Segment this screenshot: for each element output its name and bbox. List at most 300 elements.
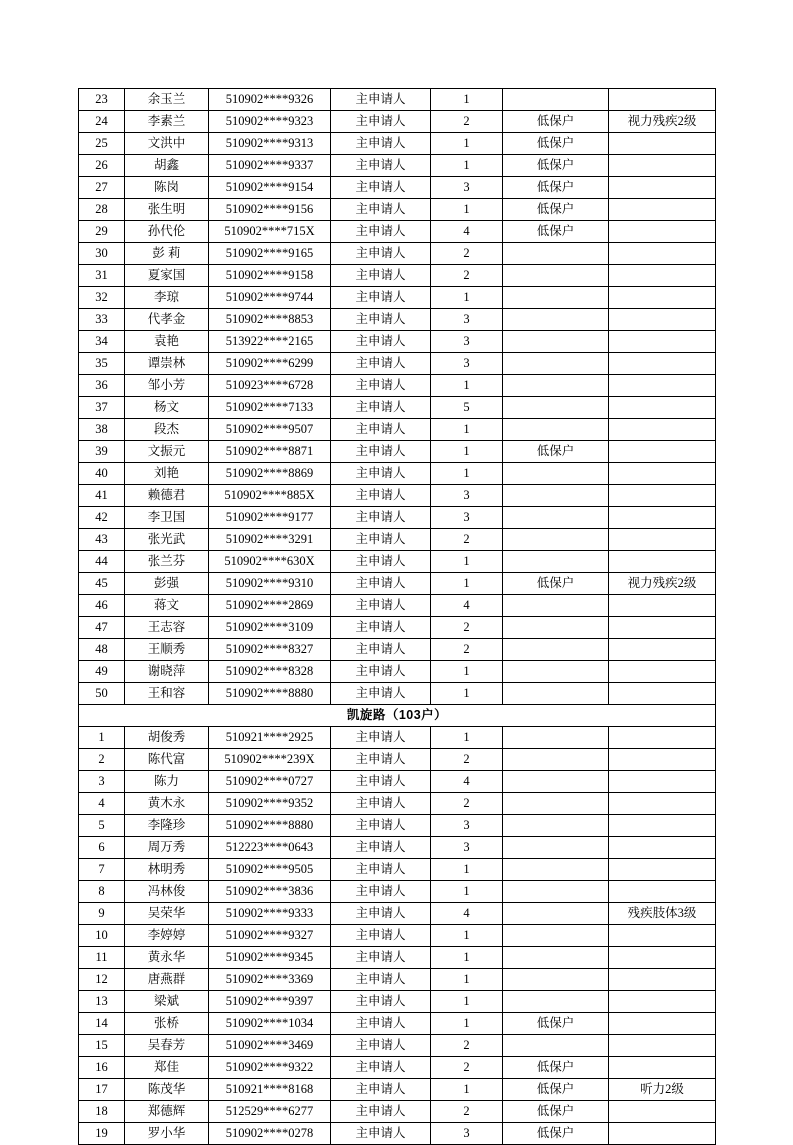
cell-note bbox=[609, 749, 716, 771]
cell-note bbox=[609, 199, 716, 221]
cell-note bbox=[609, 661, 716, 683]
cell-name: 张光武 bbox=[125, 529, 209, 551]
cell-name: 文振元 bbox=[125, 441, 209, 463]
cell-name: 文洪中 bbox=[125, 133, 209, 155]
table-row bbox=[79, 507, 716, 529]
cell-index: 32 bbox=[79, 287, 125, 309]
cell-family-count: 1 bbox=[431, 441, 503, 463]
cell-index: 42 bbox=[79, 507, 125, 529]
cell-name: 余玉兰 bbox=[125, 89, 209, 111]
cell-family-count: 4 bbox=[431, 595, 503, 617]
cell-index: 35 bbox=[79, 353, 125, 375]
cell-name: 代孝金 bbox=[125, 309, 209, 331]
cell-id-number: 510902****9313 bbox=[209, 133, 331, 155]
cell-id-number: 510902****9505 bbox=[209, 859, 331, 881]
cell-id-number: 510902****9154 bbox=[209, 177, 331, 199]
cell-family-status: 低保户 bbox=[503, 111, 609, 133]
cell-note: 残疾肢体3级 bbox=[609, 903, 716, 925]
table-row bbox=[79, 463, 716, 485]
cell-index: 44 bbox=[79, 551, 125, 573]
cell-id-number: 510902****9156 bbox=[209, 199, 331, 221]
cell-note bbox=[609, 1101, 716, 1123]
cell-index: 48 bbox=[79, 639, 125, 661]
cell-id-number: 510921****8168 bbox=[209, 1079, 331, 1101]
cell-index: 29 bbox=[79, 221, 125, 243]
cell-note bbox=[609, 925, 716, 947]
cell-index: 11 bbox=[79, 947, 125, 969]
cell-note bbox=[609, 551, 716, 573]
cell-index: 28 bbox=[79, 199, 125, 221]
cell-id-number: 510902****9322 bbox=[209, 1057, 331, 1079]
cell-name: 王志容 bbox=[125, 617, 209, 639]
cell-index: 12 bbox=[79, 969, 125, 991]
cell-family-status bbox=[503, 639, 609, 661]
cell-family-status bbox=[503, 309, 609, 331]
cell-note bbox=[609, 265, 716, 287]
cell-index: 17 bbox=[79, 1079, 125, 1101]
cell-relation: 主申请人 bbox=[331, 551, 431, 573]
cell-index: 5 bbox=[79, 815, 125, 837]
table-row bbox=[79, 265, 716, 287]
cell-relation: 主申请人 bbox=[331, 485, 431, 507]
table-row bbox=[79, 397, 716, 419]
cell-relation: 主申请人 bbox=[331, 1057, 431, 1079]
cell-index: 37 bbox=[79, 397, 125, 419]
table-row bbox=[79, 1079, 716, 1101]
table-row bbox=[79, 111, 716, 133]
cell-relation: 主申请人 bbox=[331, 199, 431, 221]
cell-family-count: 2 bbox=[431, 749, 503, 771]
cell-index: 36 bbox=[79, 375, 125, 397]
cell-relation: 主申请人 bbox=[331, 1123, 431, 1145]
cell-note: 视力残疾2级 bbox=[609, 111, 716, 133]
cell-index: 26 bbox=[79, 155, 125, 177]
table-row bbox=[79, 595, 716, 617]
cell-family-count: 3 bbox=[431, 815, 503, 837]
cell-relation: 主申请人 bbox=[331, 793, 431, 815]
cell-id-number: 510902****8328 bbox=[209, 661, 331, 683]
cell-relation: 主申请人 bbox=[331, 221, 431, 243]
cell-name: 李婷婷 bbox=[125, 925, 209, 947]
cell-note bbox=[609, 595, 716, 617]
cell-relation: 主申请人 bbox=[331, 287, 431, 309]
table-row bbox=[79, 89, 716, 111]
cell-index: 2 bbox=[79, 749, 125, 771]
cell-note: 听力2级 bbox=[609, 1079, 716, 1101]
table-row bbox=[79, 925, 716, 947]
cell-note bbox=[609, 485, 716, 507]
cell-family-status: 低保户 bbox=[503, 221, 609, 243]
cell-index: 9 bbox=[79, 903, 125, 925]
cell-relation: 主申请人 bbox=[331, 507, 431, 529]
cell-id-number: 510902****9352 bbox=[209, 793, 331, 815]
cell-id-number: 510902****9744 bbox=[209, 287, 331, 309]
cell-name: 罗小华 bbox=[125, 1123, 209, 1145]
cell-family-status bbox=[503, 859, 609, 881]
cell-family-count: 1 bbox=[431, 859, 503, 881]
cell-name: 袁艳 bbox=[125, 331, 209, 353]
table-row bbox=[79, 771, 716, 793]
cell-note bbox=[609, 441, 716, 463]
table-row bbox=[79, 485, 716, 507]
cell-index: 1 bbox=[79, 727, 125, 749]
cell-note: 视力残疾2级 bbox=[609, 573, 716, 595]
cell-index: 14 bbox=[79, 1013, 125, 1035]
cell-family-status bbox=[503, 419, 609, 441]
table-row bbox=[79, 727, 716, 749]
cell-family-count: 1 bbox=[431, 881, 503, 903]
cell-index: 31 bbox=[79, 265, 125, 287]
cell-family-count: 2 bbox=[431, 265, 503, 287]
table-row bbox=[79, 199, 716, 221]
cell-relation: 主申请人 bbox=[331, 595, 431, 617]
table-row bbox=[79, 331, 716, 353]
cell-family-status bbox=[503, 331, 609, 353]
cell-family-status: 低保户 bbox=[503, 1013, 609, 1035]
cell-index: 47 bbox=[79, 617, 125, 639]
cell-name: 陈代富 bbox=[125, 749, 209, 771]
cell-note bbox=[609, 727, 716, 749]
cell-family-count: 2 bbox=[431, 1035, 503, 1057]
cell-name: 谭崇林 bbox=[125, 353, 209, 375]
cell-index: 8 bbox=[79, 881, 125, 903]
cell-family-count: 4 bbox=[431, 221, 503, 243]
cell-family-status bbox=[503, 815, 609, 837]
cell-id-number: 513922****2165 bbox=[209, 331, 331, 353]
cell-relation: 主申请人 bbox=[331, 419, 431, 441]
table-row bbox=[79, 441, 716, 463]
table-row bbox=[79, 683, 716, 705]
cell-note bbox=[609, 397, 716, 419]
cell-index: 25 bbox=[79, 133, 125, 155]
cell-note bbox=[609, 1013, 716, 1035]
cell-relation: 主申请人 bbox=[331, 1079, 431, 1101]
cell-family-status: 低保户 bbox=[503, 1079, 609, 1101]
cell-relation: 主申请人 bbox=[331, 397, 431, 419]
cell-relation: 主申请人 bbox=[331, 155, 431, 177]
cell-note bbox=[609, 639, 716, 661]
cell-id-number: 510902****9310 bbox=[209, 573, 331, 595]
cell-index: 16 bbox=[79, 1057, 125, 1079]
cell-family-count: 4 bbox=[431, 771, 503, 793]
cell-family-status bbox=[503, 727, 609, 749]
cell-family-count: 3 bbox=[431, 837, 503, 859]
cell-id-number: 512529****6277 bbox=[209, 1101, 331, 1123]
cell-index: 23 bbox=[79, 89, 125, 111]
cell-note bbox=[609, 1035, 716, 1057]
cell-family-status: 低保户 bbox=[503, 177, 609, 199]
cell-index: 43 bbox=[79, 529, 125, 551]
cell-name: 张兰芬 bbox=[125, 551, 209, 573]
cell-family-count: 1 bbox=[431, 551, 503, 573]
cell-name: 李素兰 bbox=[125, 111, 209, 133]
cell-family-status bbox=[503, 353, 609, 375]
cell-id-number: 510902****3291 bbox=[209, 529, 331, 551]
cell-index: 4 bbox=[79, 793, 125, 815]
cell-name: 胡鑫 bbox=[125, 155, 209, 177]
cell-id-number: 510902****8880 bbox=[209, 683, 331, 705]
cell-name: 王和容 bbox=[125, 683, 209, 705]
cell-index: 45 bbox=[79, 573, 125, 595]
cell-relation: 主申请人 bbox=[331, 89, 431, 111]
cell-note bbox=[609, 771, 716, 793]
cell-family-status bbox=[503, 485, 609, 507]
cell-index: 6 bbox=[79, 837, 125, 859]
cell-family-status bbox=[503, 375, 609, 397]
cell-note bbox=[609, 463, 716, 485]
cell-id-number: 510902****9326 bbox=[209, 89, 331, 111]
cell-family-count: 3 bbox=[431, 353, 503, 375]
cell-id-number: 510902****8880 bbox=[209, 815, 331, 837]
table-row bbox=[79, 573, 716, 595]
cell-note bbox=[609, 529, 716, 551]
cell-name: 赖德君 bbox=[125, 485, 209, 507]
cell-note bbox=[609, 353, 716, 375]
cell-family-count: 1 bbox=[431, 1079, 503, 1101]
cell-index: 18 bbox=[79, 1101, 125, 1123]
cell-relation: 主申请人 bbox=[331, 617, 431, 639]
table-row bbox=[79, 991, 716, 1013]
cell-family-status bbox=[503, 991, 609, 1013]
table-body bbox=[79, 89, 716, 1145]
cell-id-number: 510902****7133 bbox=[209, 397, 331, 419]
cell-name: 周万秀 bbox=[125, 837, 209, 859]
cell-family-count: 1 bbox=[431, 287, 503, 309]
cell-name: 陈力 bbox=[125, 771, 209, 793]
table-row bbox=[79, 243, 716, 265]
table-row bbox=[79, 1013, 716, 1035]
cell-note bbox=[609, 331, 716, 353]
cell-family-count: 3 bbox=[431, 331, 503, 353]
cell-name: 郑佳 bbox=[125, 1057, 209, 1079]
cell-relation: 主申请人 bbox=[331, 331, 431, 353]
cell-relation: 主申请人 bbox=[331, 925, 431, 947]
cell-relation: 主申请人 bbox=[331, 837, 431, 859]
cell-relation: 主申请人 bbox=[331, 375, 431, 397]
cell-index: 3 bbox=[79, 771, 125, 793]
cell-family-count: 1 bbox=[431, 947, 503, 969]
cell-relation: 主申请人 bbox=[331, 903, 431, 925]
cell-family-status: 低保户 bbox=[503, 1057, 609, 1079]
cell-index: 19 bbox=[79, 1123, 125, 1145]
cell-name: 彭 莉 bbox=[125, 243, 209, 265]
cell-family-count: 1 bbox=[431, 375, 503, 397]
cell-name: 谢晓萍 bbox=[125, 661, 209, 683]
cell-relation: 主申请人 bbox=[331, 639, 431, 661]
cell-note bbox=[609, 89, 716, 111]
cell-family-status bbox=[503, 397, 609, 419]
table-row bbox=[79, 859, 716, 881]
cell-family-status bbox=[503, 683, 609, 705]
cell-id-number: 510902****8327 bbox=[209, 639, 331, 661]
cell-id-number: 512223****0643 bbox=[209, 837, 331, 859]
cell-family-status bbox=[503, 595, 609, 617]
cell-note bbox=[609, 243, 716, 265]
cell-index: 27 bbox=[79, 177, 125, 199]
cell-relation: 主申请人 bbox=[331, 991, 431, 1013]
applicant-table bbox=[78, 88, 716, 1145]
cell-family-count: 2 bbox=[431, 793, 503, 815]
cell-id-number: 510902****9327 bbox=[209, 925, 331, 947]
cell-family-count: 1 bbox=[431, 89, 503, 111]
cell-note bbox=[609, 947, 716, 969]
cell-id-number: 510902****8853 bbox=[209, 309, 331, 331]
table-row bbox=[79, 815, 716, 837]
cell-family-status bbox=[503, 287, 609, 309]
cell-relation: 主申请人 bbox=[331, 661, 431, 683]
cell-id-number: 510902****8871 bbox=[209, 441, 331, 463]
cell-name: 段杰 bbox=[125, 419, 209, 441]
cell-name: 胡俊秀 bbox=[125, 727, 209, 749]
cell-id-number: 510902****239X bbox=[209, 749, 331, 771]
cell-id-number: 510902****630X bbox=[209, 551, 331, 573]
cell-family-count: 3 bbox=[431, 507, 503, 529]
cell-note bbox=[609, 617, 716, 639]
cell-name: 蒋文 bbox=[125, 595, 209, 617]
cell-id-number: 510921****2925 bbox=[209, 727, 331, 749]
cell-family-count: 1 bbox=[431, 683, 503, 705]
cell-name: 李卫国 bbox=[125, 507, 209, 529]
cell-name: 王顺秀 bbox=[125, 639, 209, 661]
cell-family-count: 1 bbox=[431, 1013, 503, 1035]
cell-relation: 主申请人 bbox=[331, 881, 431, 903]
cell-index: 13 bbox=[79, 991, 125, 1013]
cell-family-status bbox=[503, 529, 609, 551]
cell-family-count: 2 bbox=[431, 529, 503, 551]
table-row bbox=[79, 529, 716, 551]
cell-index: 40 bbox=[79, 463, 125, 485]
cell-family-status bbox=[503, 265, 609, 287]
cell-name: 刘艳 bbox=[125, 463, 209, 485]
cell-relation: 主申请人 bbox=[331, 529, 431, 551]
cell-name: 陈茂华 bbox=[125, 1079, 209, 1101]
cell-relation: 主申请人 bbox=[331, 1035, 431, 1057]
cell-note bbox=[609, 881, 716, 903]
cell-index: 7 bbox=[79, 859, 125, 881]
cell-family-status: 低保户 bbox=[503, 573, 609, 595]
table-row bbox=[79, 177, 716, 199]
section-title-row bbox=[79, 705, 716, 727]
cell-note bbox=[609, 155, 716, 177]
cell-relation: 主申请人 bbox=[331, 309, 431, 331]
cell-family-count: 5 bbox=[431, 397, 503, 419]
cell-id-number: 510902****3369 bbox=[209, 969, 331, 991]
cell-note bbox=[609, 683, 716, 705]
cell-name: 吴春芳 bbox=[125, 1035, 209, 1057]
cell-relation: 主申请人 bbox=[331, 771, 431, 793]
table-row bbox=[79, 419, 716, 441]
cell-note bbox=[609, 837, 716, 859]
cell-name: 李琼 bbox=[125, 287, 209, 309]
cell-family-status: 低保户 bbox=[503, 441, 609, 463]
cell-name: 李隆珍 bbox=[125, 815, 209, 837]
cell-relation: 主申请人 bbox=[331, 573, 431, 595]
cell-family-status bbox=[503, 771, 609, 793]
cell-relation: 主申请人 bbox=[331, 947, 431, 969]
cell-name: 林明秀 bbox=[125, 859, 209, 881]
cell-note bbox=[609, 375, 716, 397]
cell-relation: 主申请人 bbox=[331, 243, 431, 265]
cell-family-status bbox=[503, 749, 609, 771]
cell-relation: 主申请人 bbox=[331, 749, 431, 771]
cell-family-status: 低保户 bbox=[503, 133, 609, 155]
cell-family-count: 3 bbox=[431, 309, 503, 331]
cell-id-number: 510902****9507 bbox=[209, 419, 331, 441]
cell-name: 夏家国 bbox=[125, 265, 209, 287]
cell-family-status bbox=[503, 969, 609, 991]
table-row bbox=[79, 749, 716, 771]
cell-family-count: 1 bbox=[431, 573, 503, 595]
cell-name: 张生明 bbox=[125, 199, 209, 221]
table-row bbox=[79, 1057, 716, 1079]
cell-index: 41 bbox=[79, 485, 125, 507]
cell-id-number: 510902****9397 bbox=[209, 991, 331, 1013]
cell-family-count: 1 bbox=[431, 661, 503, 683]
cell-relation: 主申请人 bbox=[331, 1013, 431, 1035]
cell-note bbox=[609, 1057, 716, 1079]
cell-relation: 主申请人 bbox=[331, 815, 431, 837]
cell-index: 49 bbox=[79, 661, 125, 683]
cell-name: 吴荣华 bbox=[125, 903, 209, 925]
table-row bbox=[79, 155, 716, 177]
cell-note bbox=[609, 309, 716, 331]
cell-name: 彭强 bbox=[125, 573, 209, 595]
cell-family-status: 低保户 bbox=[503, 1101, 609, 1123]
cell-id-number: 510902****9345 bbox=[209, 947, 331, 969]
cell-note bbox=[609, 969, 716, 991]
cell-relation: 主申请人 bbox=[331, 441, 431, 463]
cell-id-number: 510902****9323 bbox=[209, 111, 331, 133]
cell-family-count: 2 bbox=[431, 243, 503, 265]
cell-index: 38 bbox=[79, 419, 125, 441]
table-row bbox=[79, 1035, 716, 1057]
cell-family-count: 3 bbox=[431, 177, 503, 199]
table-row bbox=[79, 639, 716, 661]
cell-name: 陈岗 bbox=[125, 177, 209, 199]
cell-relation: 主申请人 bbox=[331, 683, 431, 705]
cell-family-status bbox=[503, 903, 609, 925]
cell-family-count: 4 bbox=[431, 903, 503, 925]
cell-id-number: 510902****3109 bbox=[209, 617, 331, 639]
table-row bbox=[79, 969, 716, 991]
cell-id-number: 510902****3469 bbox=[209, 1035, 331, 1057]
cell-note bbox=[609, 815, 716, 837]
cell-family-count: 2 bbox=[431, 639, 503, 661]
table-row bbox=[79, 617, 716, 639]
table-row bbox=[79, 947, 716, 969]
cell-relation: 主申请人 bbox=[331, 1101, 431, 1123]
cell-index: 34 bbox=[79, 331, 125, 353]
cell-family-count: 1 bbox=[431, 969, 503, 991]
table-row bbox=[79, 375, 716, 397]
cell-family-count: 1 bbox=[431, 727, 503, 749]
cell-id-number: 510902****6299 bbox=[209, 353, 331, 375]
table-row bbox=[79, 793, 716, 815]
cell-family-count: 1 bbox=[431, 199, 503, 221]
cell-note bbox=[609, 419, 716, 441]
cell-relation: 主申请人 bbox=[331, 353, 431, 375]
table-row bbox=[79, 881, 716, 903]
cell-id-number: 510902****9165 bbox=[209, 243, 331, 265]
cell-id-number: 510902****2869 bbox=[209, 595, 331, 617]
cell-relation: 主申请人 bbox=[331, 969, 431, 991]
cell-relation: 主申请人 bbox=[331, 111, 431, 133]
table-row bbox=[79, 837, 716, 859]
cell-relation: 主申请人 bbox=[331, 727, 431, 749]
cell-name: 张桥 bbox=[125, 1013, 209, 1035]
cell-relation: 主申请人 bbox=[331, 133, 431, 155]
table-row bbox=[79, 1123, 716, 1145]
